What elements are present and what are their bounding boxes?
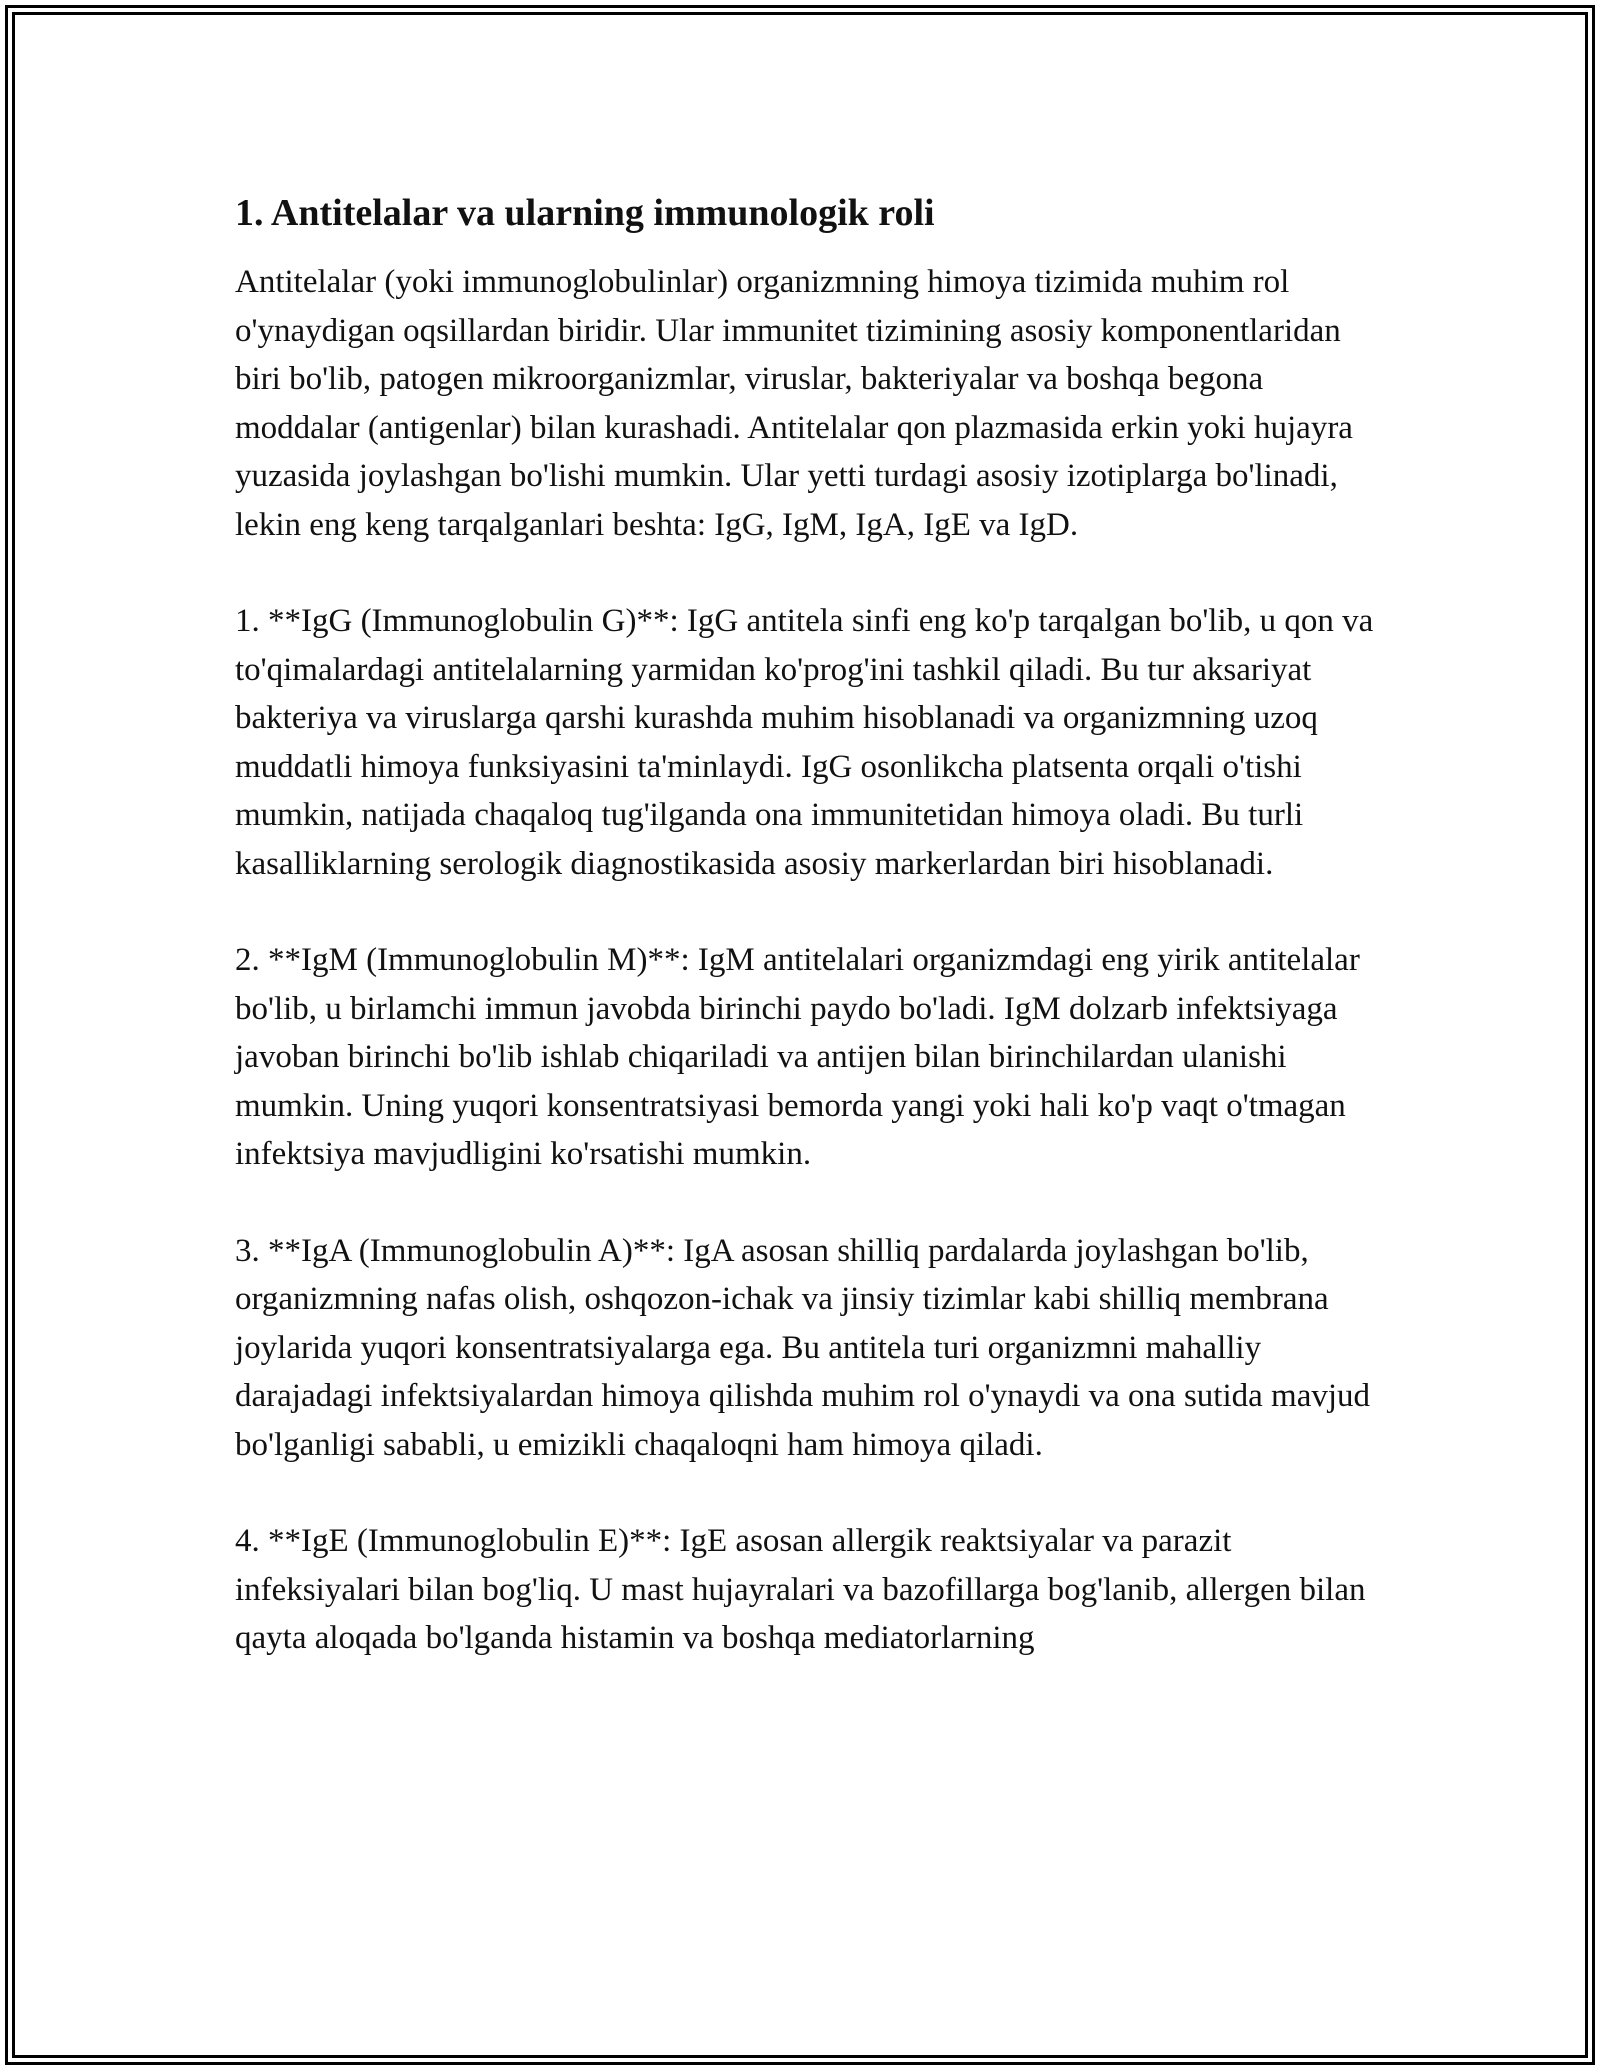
igg-paragraph: 1. **IgG (Immunoglobulin G)**: IgG antitela sinfi eng ko'p tarqalgan bo'lib, u qon va to'qimalardagi antitelalarning yarmidan ko'prog'ini tashkil qiladi. Bu tur aksariyat bakteriya va viruslarga qarshi kurashda muhim hisoblanadi va organizmning uzoq muddatli himoya funksiyasini ta'minlaydi. IgG osonlikcha platsenta orqali o'tishi mumkin, natijada chaqaloq tug'ilganda ona immunitetidan himoya oladi. Bu turli kasalliklarning serologik diagnostikasida asosiy markerlardan biri hisoblanadi.	[235, 603, 1374, 882]
iga-paragraph: 3. **IgA (Immunoglobulin A)**: IgA asosan shilliq pardalarda joylashgan bo'lib, organizmning nafas olish, oshqozon-ichak va jinsiy tizimlar kabi shilliq membrana joylarida yuqori konsentratsiyalarga ega. Bu antitela turi organizmni mahalliy darajadagi infektsiyalardan himoya qilishda muhim rol o'ynaydi va ona sutida mavjud bo'lganligi sababli, u emizikli chaqaloqni ham himoya qiladi.	[235, 1232, 1371, 1463]
igm-paragraph: 2. **IgM (Immunoglobulin M)**: IgM antitelalari organizmdagi eng yirik antitelalar bo'lib, u birlamchi immun javobda birinchi paydo bo'ladi. IgM dolzarb infektsiyaga javoban birinchi bo'lib ishlab chiqariladi va antijen bilan birinchilardan ulanishi mumkin. Uning yuqori konsentratsiyasi bemorda yangi yoki hali ko'p vaqt o'tmagan infektsiya mavjudligini ko'rsatishi mumkin.	[235, 942, 1360, 1172]
intro-paragraph: Antitelalar (yoki immunoglobulinlar) organizmning himoya tizimida muhim rol o'ynaydigan oqsillardan biridir. Ular immunitet tizimining asosiy komponentlaridan biri bo'lib, patogen mikroorganizmlar, viruslar, bakteriyalar va boshqa begona moddalar (antigenlar) bilan kurashadi. Antitelalar qon plazmasida erkin yoki hujayra yuzasida joylashgan bo'lishi mumkin. Ular yetti turdagi asosiy izotiplarga bo'linadi, lekin eng keng tarqalganlari beshta: IgG, IgM, IgA, IgE va IgD.	[235, 264, 1353, 543]
section-heading: 1. Antitelalar va ularning immunologik roli	[235, 192, 935, 234]
ige-paragraph: 4. **IgE (Immunoglobulin E)**: IgE asosan allergik reaktsiyalar va parazit infeksiyalari bilan bog'liq. U mast hujayralari va bazofillarga bog'lanib, allergen bilan qayta aloqada bo'lganda histamin va boshqa mediatorlarning	[235, 1523, 1366, 1656]
document-body	[235, 188, 1375, 1711]
